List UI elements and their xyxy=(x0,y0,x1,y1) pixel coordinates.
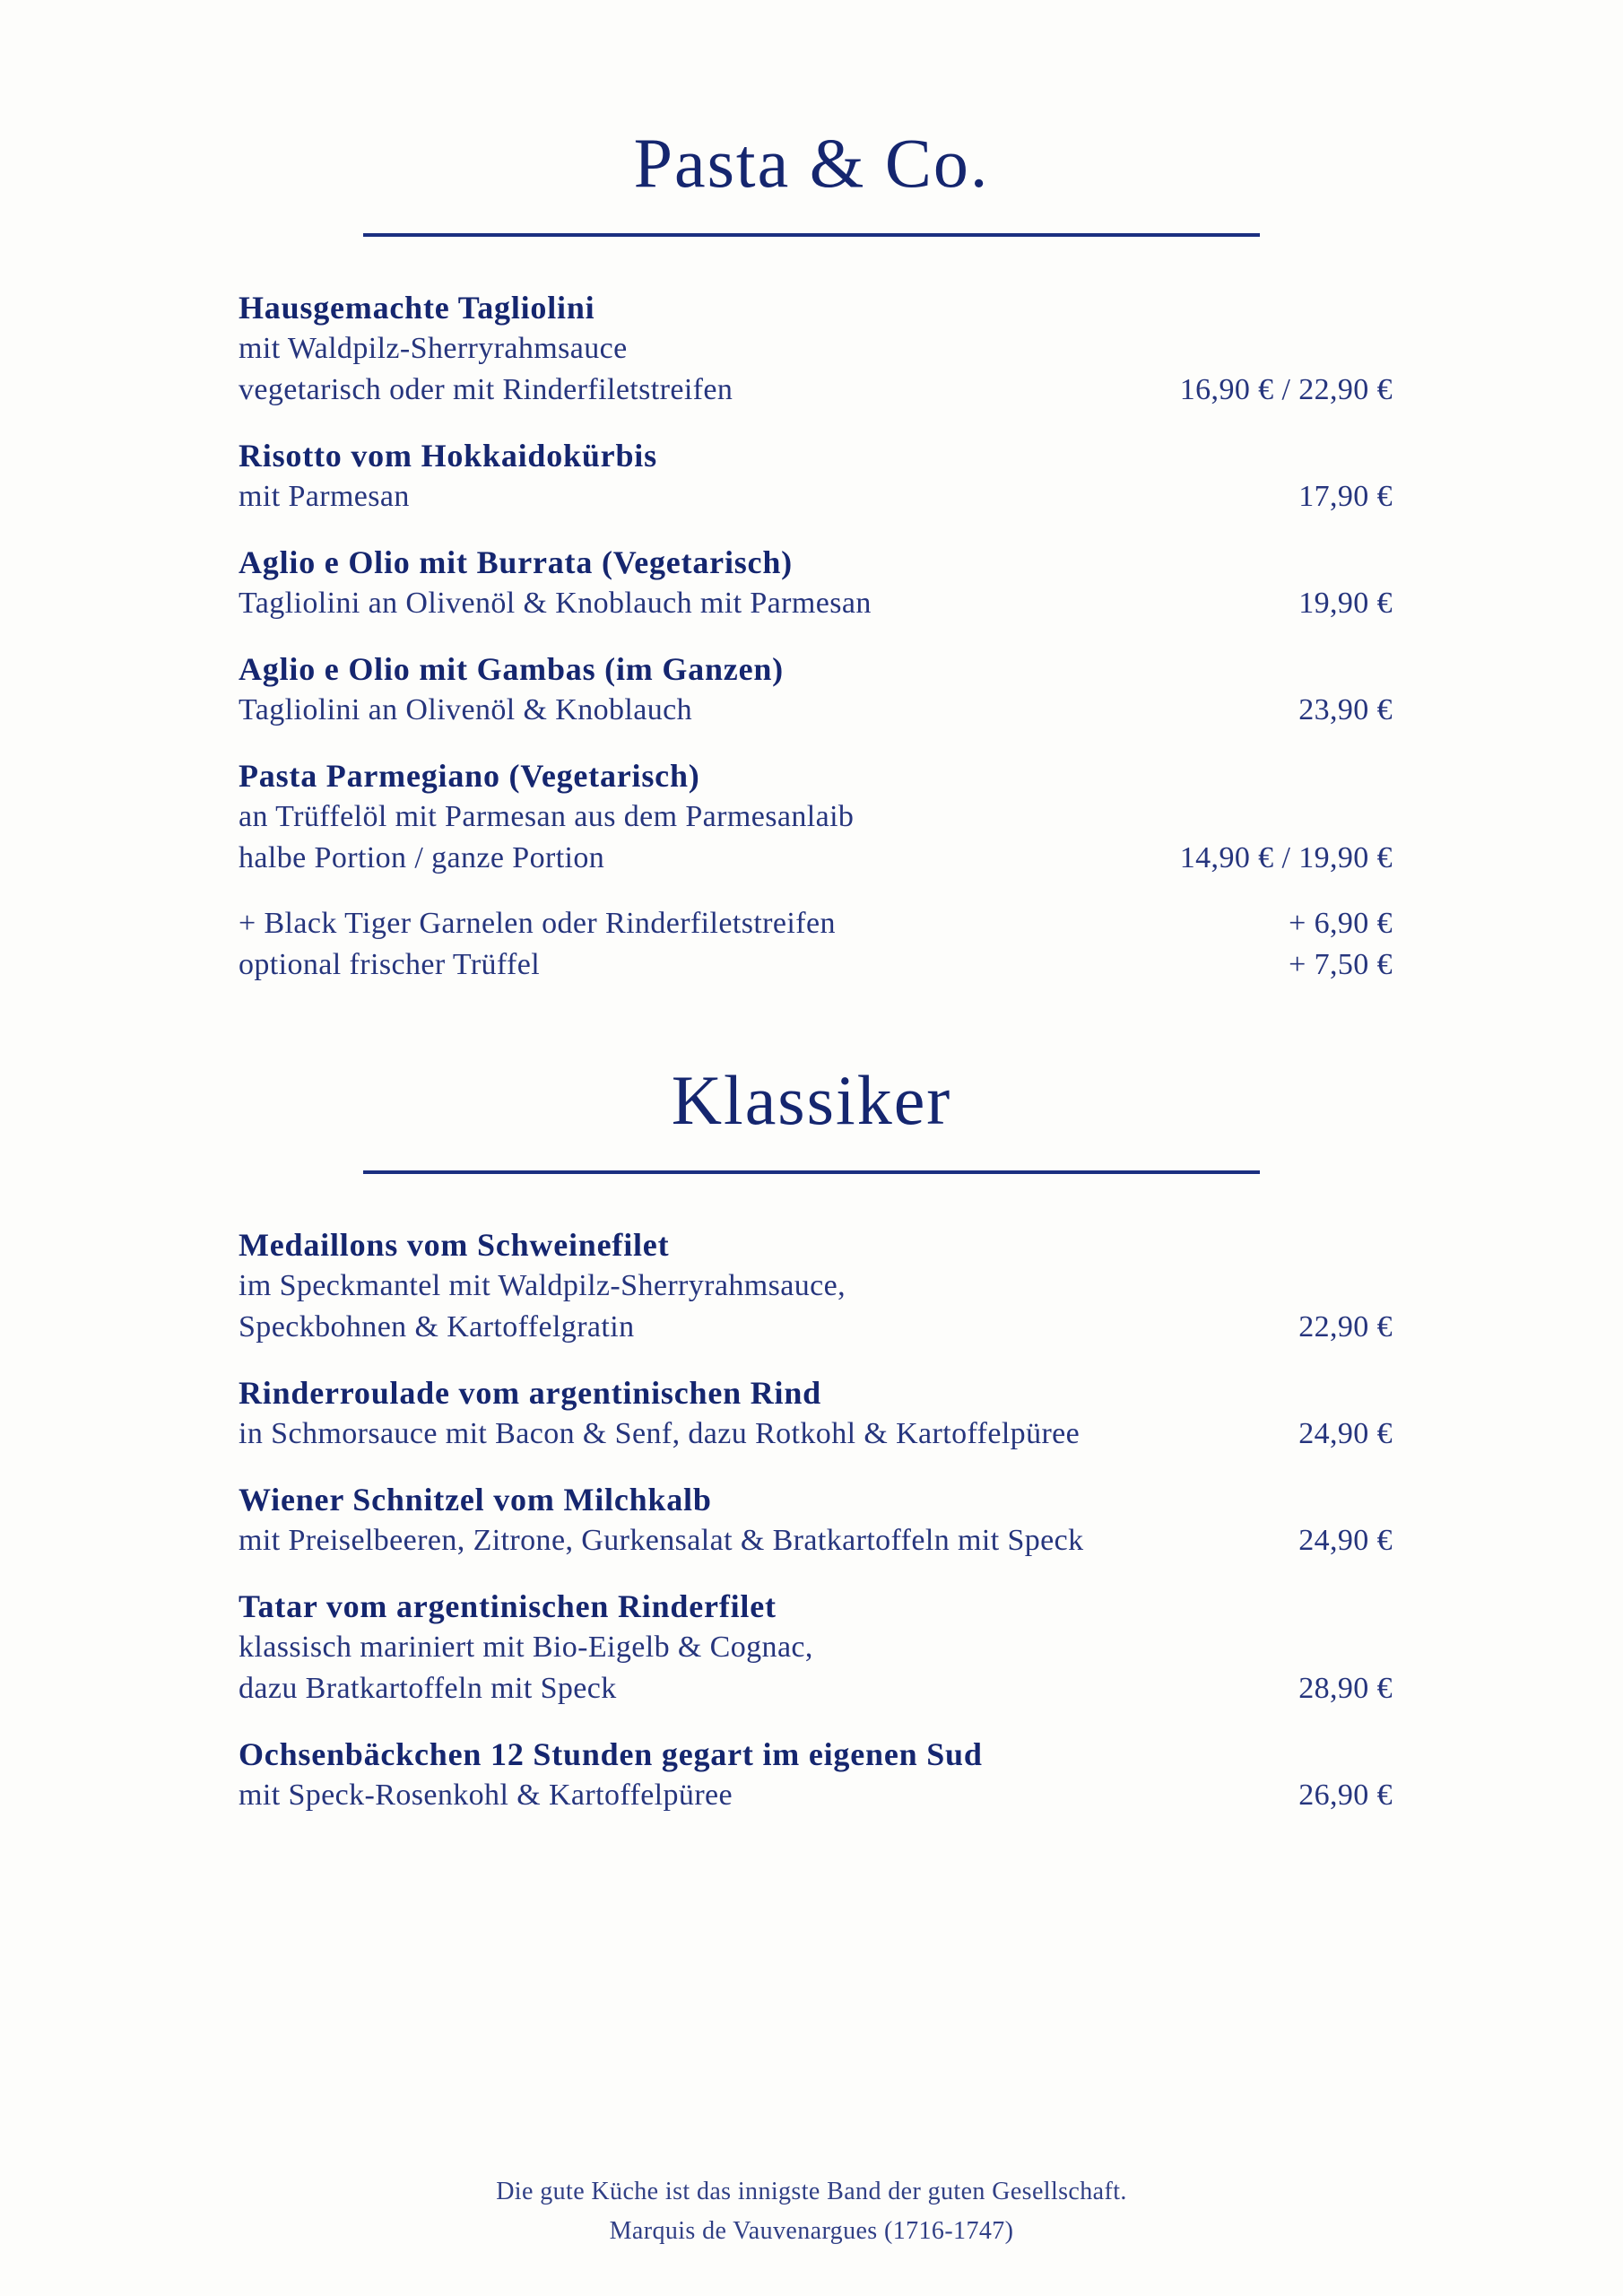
menu-item xyxy=(239,287,1393,411)
menu-item-line xyxy=(239,1265,1393,1307)
menu-item-price: + 6,90 € xyxy=(1289,907,1393,940)
menu-item-name: Hausgemachte Tagliolini xyxy=(239,290,595,326)
menu-item-description: im Speckmantel mit Waldpilz-Sherryrahmsauce, xyxy=(239,1269,846,1302)
menu-item-description: mit Parmesan xyxy=(239,480,410,513)
menu-item-name: Aglio e Olio mit Burrata (Vegetarisch) xyxy=(239,544,793,580)
section-title: Pasta & Co. xyxy=(633,124,990,202)
menu-item-price: 19,90 € xyxy=(1298,587,1393,620)
section-title: Klassiker xyxy=(671,1061,952,1139)
menu-item-line xyxy=(239,1307,1393,1348)
menu-item-name: Pasta Parmegiano (Vegetarisch) xyxy=(239,758,700,794)
menu-item-line xyxy=(239,328,1393,370)
menu-item-price: 17,90 € xyxy=(1298,480,1393,513)
menu-item-description: Tagliolini an Olivenöl & Knoblauch mit Parmesan xyxy=(239,587,872,620)
menu-item-price: + 7,50 € xyxy=(1289,948,1393,981)
menu-items xyxy=(0,1224,1623,1816)
menu-item xyxy=(239,903,1393,986)
menu-item-description: an Trüffelöl mit Parmesan aus dem Parmesanlaib xyxy=(239,800,855,833)
menu-item xyxy=(239,755,1393,879)
menu-item-line xyxy=(239,1520,1393,1561)
menu-item-price: 23,90 € xyxy=(1298,693,1393,726)
menu-item-line xyxy=(239,838,1393,879)
menu-item-name: Rinderroulade vom argentinischen Rind xyxy=(239,1375,821,1411)
section-pasta-co xyxy=(0,126,1623,986)
menu-items xyxy=(0,287,1623,986)
menu-item xyxy=(239,1586,1393,1709)
menu-item-price: 24,90 € xyxy=(1298,1417,1393,1450)
menu-item-price: 28,90 € xyxy=(1298,1672,1393,1705)
menu-item-price: 24,90 € xyxy=(1298,1524,1393,1557)
section-klassiker xyxy=(0,1063,1623,1816)
menu-item-price: 14,90 € / 19,90 € xyxy=(1179,841,1393,874)
menu-item-description: klassisch mariniert mit Bio-Eigelb & Cognac, xyxy=(239,1631,813,1664)
menu-item-line xyxy=(239,690,1393,731)
menu-item xyxy=(239,1479,1393,1561)
menu-item-line xyxy=(239,1668,1393,1709)
menu-item xyxy=(239,435,1393,517)
footer-attribution: Marquis de Vauvenargues (1716-1747) xyxy=(609,2217,1014,2245)
menu-item xyxy=(239,1224,1393,1348)
menu-item xyxy=(239,1372,1393,1455)
menu-item xyxy=(239,542,1393,624)
menu-item-description: dazu Bratkartoffeln mit Speck xyxy=(239,1672,617,1705)
section-divider xyxy=(363,233,1260,237)
section-divider xyxy=(363,1170,1260,1174)
menu-item-name: Tatar vom argentinischen Rinderfilet xyxy=(239,1588,777,1624)
menu-item-price: 22,90 € xyxy=(1298,1310,1393,1344)
menu-item xyxy=(239,1734,1393,1816)
menu-item-description: mit Waldpilz-Sherryrahmsauce xyxy=(239,332,628,365)
menu-item-description: + Black Tiger Garnelen oder Rinderfiletstreifen xyxy=(239,907,836,940)
menu-item-price: 16,90 € / 22,90 € xyxy=(1179,373,1393,406)
menu-item-line xyxy=(239,370,1393,411)
menu-item-line xyxy=(239,903,1393,944)
menu-item-description: vegetarisch oder mit Rinderfiletstreifen xyxy=(239,373,733,406)
menu-item xyxy=(239,648,1393,731)
menu-item-line xyxy=(239,1413,1393,1455)
menu-item-description: halbe Portion / ganze Portion xyxy=(239,841,605,874)
menu-item-line xyxy=(239,1775,1393,1816)
menu-item-name: Ochsenbäckchen 12 Stunden gegart im eigenen Sud xyxy=(239,1736,983,1772)
menu-item-description: in Schmorsauce mit Bacon & Senf, dazu Rotkohl & Kartoffelpüree xyxy=(239,1417,1081,1450)
menu-item-description: mit Speck-Rosenkohl & Kartoffelpüree xyxy=(239,1779,733,1812)
menu-item-line xyxy=(239,944,1393,986)
menu-item-description: Tagliolini an Olivenöl & Knoblauch xyxy=(239,693,693,726)
menu-item-line xyxy=(239,796,1393,838)
menu-item-line xyxy=(239,476,1393,517)
menu-item-name: Wiener Schnitzel vom Milchkalb xyxy=(239,1482,712,1518)
menu-item-description: optional frischer Trüffel xyxy=(239,948,541,981)
menu-item-description: mit Preiselbeeren, Zitrone, Gurkensalat & Bratkartoffeln mit Speck xyxy=(239,1524,1084,1557)
menu-item-line xyxy=(239,583,1393,624)
menu-item-price: 26,90 € xyxy=(1298,1779,1393,1812)
menu-item-name: Aglio e Olio mit Gambas (im Ganzen) xyxy=(239,651,784,687)
footer-quote: Die gute Küche ist das innigste Band der guten Gesellschaft. xyxy=(496,2178,1127,2205)
menu-item-name: Medaillons vom Schweinefilet xyxy=(239,1227,670,1263)
menu-item-name: Risotto vom Hokkaidokürbis xyxy=(239,438,657,474)
footer-quote-block xyxy=(0,2172,1623,2251)
menu-item-description: Speckbohnen & Kartoffelgratin xyxy=(239,1310,635,1344)
menu-item-line xyxy=(239,1627,1393,1668)
